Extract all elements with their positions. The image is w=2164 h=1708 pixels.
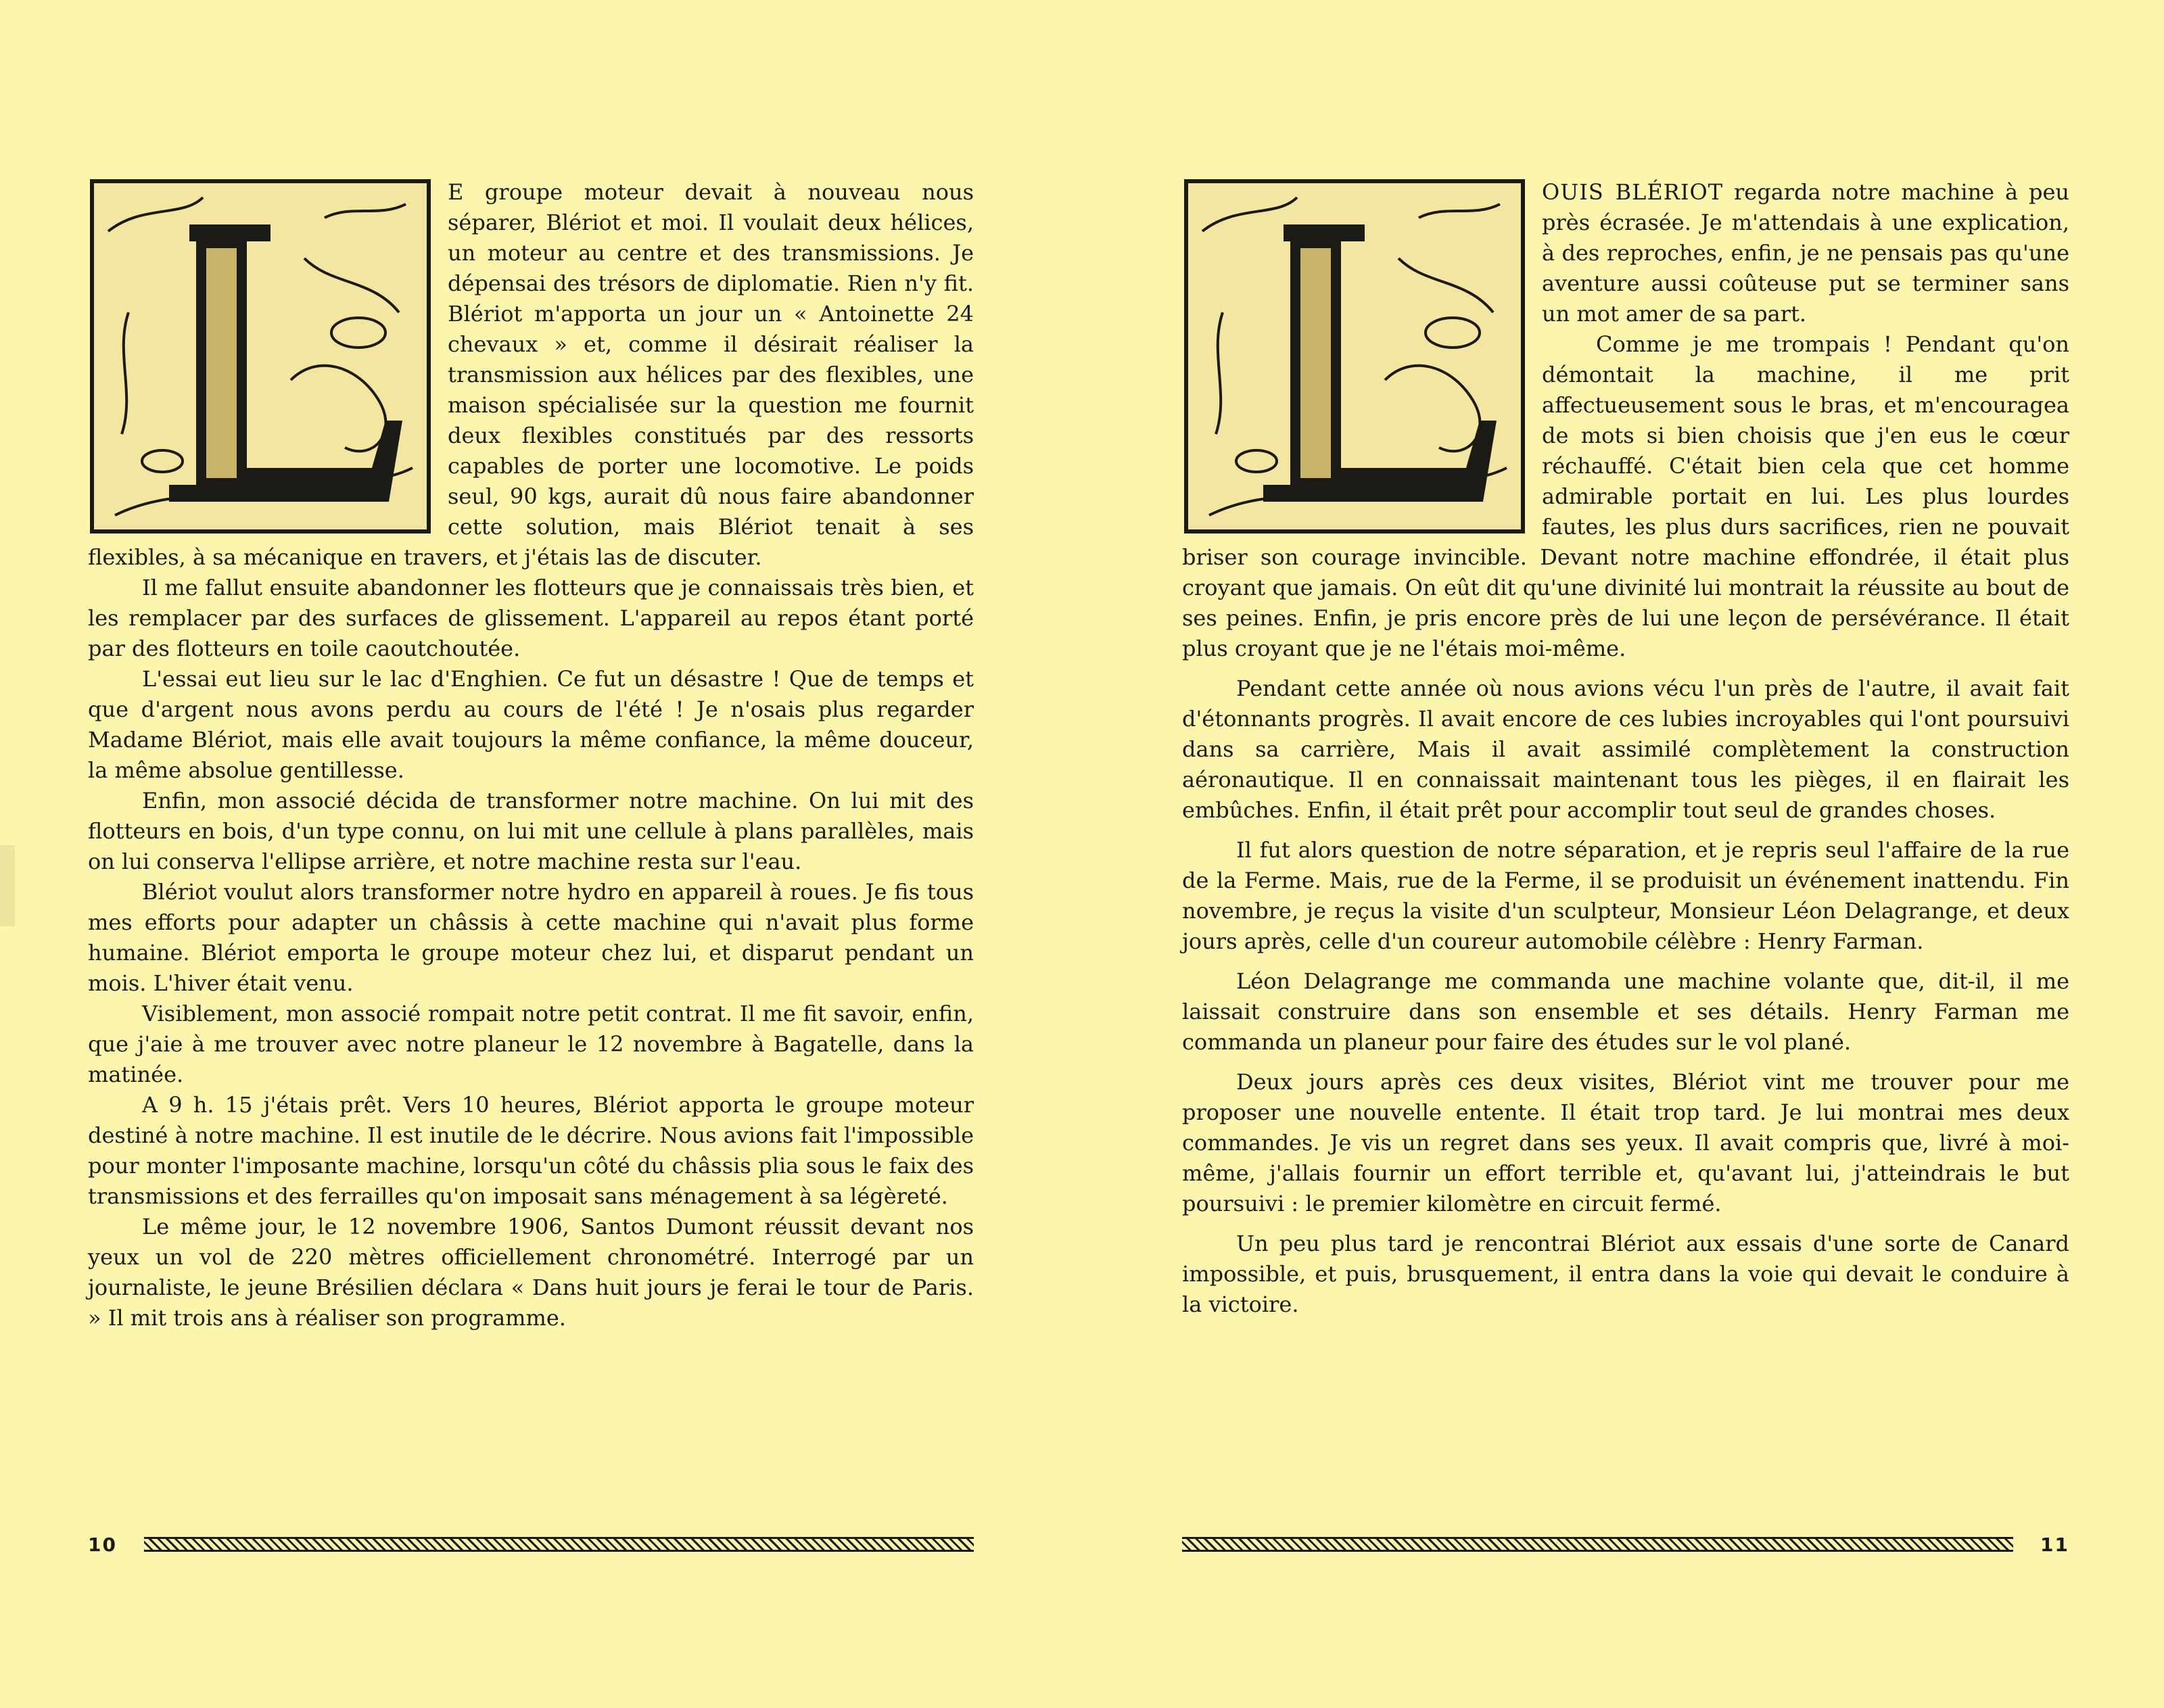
left-page-text (88, 177, 974, 1333)
page-footer (1182, 1531, 2069, 1558)
paragraph: Visiblement, mon associé rompait notre petit contrat. Il me fit savoir, enfin, que j'aie à me trouver avec notre planeur le 12 novembre à Bagatelle, dans la matinée. (88, 1001, 974, 1087)
paragraph: Enfin, mon associé décida de transformer notre machine. On lui mit des flotteurs en bois, d'un type connu, on lui mit une cellule à plans parallèles, mais on lui conserva l'ellipse arrière, et notre machine resta sur l'eau. (88, 788, 974, 874)
paragraph: Pendant cette année où nous avions vécu l'un près de l'autre, il avait fait d'étonnants progrès. Il avait encore de ces lubies incroyables qui l'ont poursuivi dans sa carrière, Mais il avait assimilé complètement la construction aéronautique. Il en connaissait maintenant tous les pièges, il en flairait les embûches. Enfin, il était prêt pour accomplir tout seul de grandes choses. (1182, 675, 2069, 823)
paragraph: L'essai eut lieu sur le lac d'Enghien. Ce fut un désastre ! Que de temps et que d'argent nous avons perdu au cours de l'été ! Je n'osais plus regarder Madame Blériot, mais elle avait toujours la même confiance, la même douceur, la même absolue gentillesse. (88, 666, 974, 783)
page-number: 11 (2040, 1533, 2069, 1556)
page-number: 10 (88, 1533, 117, 1556)
lead-in-text: regarda notre machine à peu près écrasée. Je m'attendais à une explication, à des reproches, enfin, je ne pensais pas qu'une aventure aussi coûteuse put se terminer sans un mot amer de sa part. (1542, 179, 2070, 327)
paragraph: Blériot voulut alors transformer notre hydro en appareil à roues. Je fis tous mes efforts pour adapter un châssis à cette machine qui n'avait plus forme humaine. Blériot emporta le groupe moteur chez lui, et disparut pendant un mois. L'hiver était venu. (88, 879, 974, 996)
paragraph: Comme je me trompais ! Pendant qu'on démontait la machine, il me prit affectueusement sous le bras, et m'encouragea de mots si bien choisis que j'en eus le cœur réchauffé. C'était bien cela que cet homme admirable portait en lui. Les plus lourdes fautes, les plus durs sacrifices, rien ne pouvait briser son courage invincible. Devant notre machine effondrée, il était plus croyant que jamais. On eût dit qu'une divinité lui montrait la réussite au bout de ses peines. Enfin, je pris encore près de lui une leçon de persévérance. Il était plus croyant que je ne l'étais moi-même. (1182, 331, 2069, 661)
paragraph: Un peu plus tard je rencontrai Blériot aux essais d'une sorte de Canard impossible, et puis, brusquement, il entra dans la voie qui devait le conduire à la victoire. (1182, 1231, 2069, 1317)
paragraph: Il me fallut ensuite abandonner les flotteurs que je connaissais très bien, et les remplacer par des surfaces de glissement. L'appareil au repos étant porté par des flotteurs en toile caoutchoutée. (88, 575, 974, 661)
page-edge-mark (0, 845, 15, 926)
paragraph: Il fut alors question de notre séparation, et je repris seul l'affaire de la rue de la Ferme. Mais, rue de la Ferme, il se produisit un événement inattendu. Fin novembre, je reçus la visite d'un sculpteur, Monsieur Léon Delagrange, et deux jours après, celle d'un coureur automobile célèbre : Henry Farman. (1182, 837, 2069, 954)
paragraph: A 9 h. 15 j'étais prêt. Vers 10 heures, Blériot apporta le groupe moteur destiné à notre machine. Il est inutile de le décrire. Nous avions fait l'impossible pour monter l'imposante machine, lorsqu'un côté du châssis plia sous le faix des transmissions et des ferrailles qu'on imposait sans ménagement à sa légèreté. (88, 1092, 974, 1209)
checkered-rule (144, 1537, 974, 1552)
lead-in-caps: OUIS BLÉRIOT (1542, 179, 1724, 205)
checkered-rule (1182, 1537, 2013, 1552)
right-page-text (1182, 177, 2069, 1320)
paragraph: Léon Delagrange me commanda une machine volante que, dit-il, il me laissait construire dans son ensemble et ses détails. Henry Farman me commanda un planeur pour faire des études sur le vol plané. (1182, 968, 2069, 1055)
paragraph: Deux jours après ces deux visites, Blériot vint me trouver pour me proposer une nouvelle entente. Il était trop tard. Je lui montrai mes deux commandes. Je vis un regret dans ses yeux. Il avait compris que, livré à moi-même, j'allais fournir un effort terrible et, qu'avant lui, j'atteindrais le but poursuivi : le premier kilomètre en circuit fermé. (1182, 1069, 2069, 1216)
page-footer (88, 1531, 974, 1558)
right-page (1082, 0, 2164, 1708)
paragraph: Le même jour, le 12 novembre 1906, Santos Dumont réussit devant nos yeux un vol de 220 mètres officiellement chronométré. Interrogé par un journaliste, le jeune Brésilien déclara « Dans huit jours je ferai le tour de Paris. » Il mit trois ans à réaliser son programme. (88, 1214, 974, 1331)
lead-paragraph: E groupe moteur devait à nouveau nous séparer, Blériot et moi. Il voulait deux hélices, un moteur au centre et des transmissions. Je dépensai des trésors de diplomatie. Rien n'y fit. Blériot m'apporta un jour un « Antoinette 24 chevaux » et, comme il désirait réaliser la transmission aux hélices par des flexibles, une maison spécialisée sur la question me fournit deux flexibles constitués par des ressorts capables de porter une locomotive. Le poids seul, 90 kgs, aurait dû nous faire abandonner cette solution, mais Blériot tenait à ses flexibles, à sa mécanique en travers, et j'étais las de discuter. (88, 179, 974, 570)
ornamental-letter-L-icon (88, 177, 433, 536)
ornamental-letter-L-icon (1182, 177, 1527, 536)
